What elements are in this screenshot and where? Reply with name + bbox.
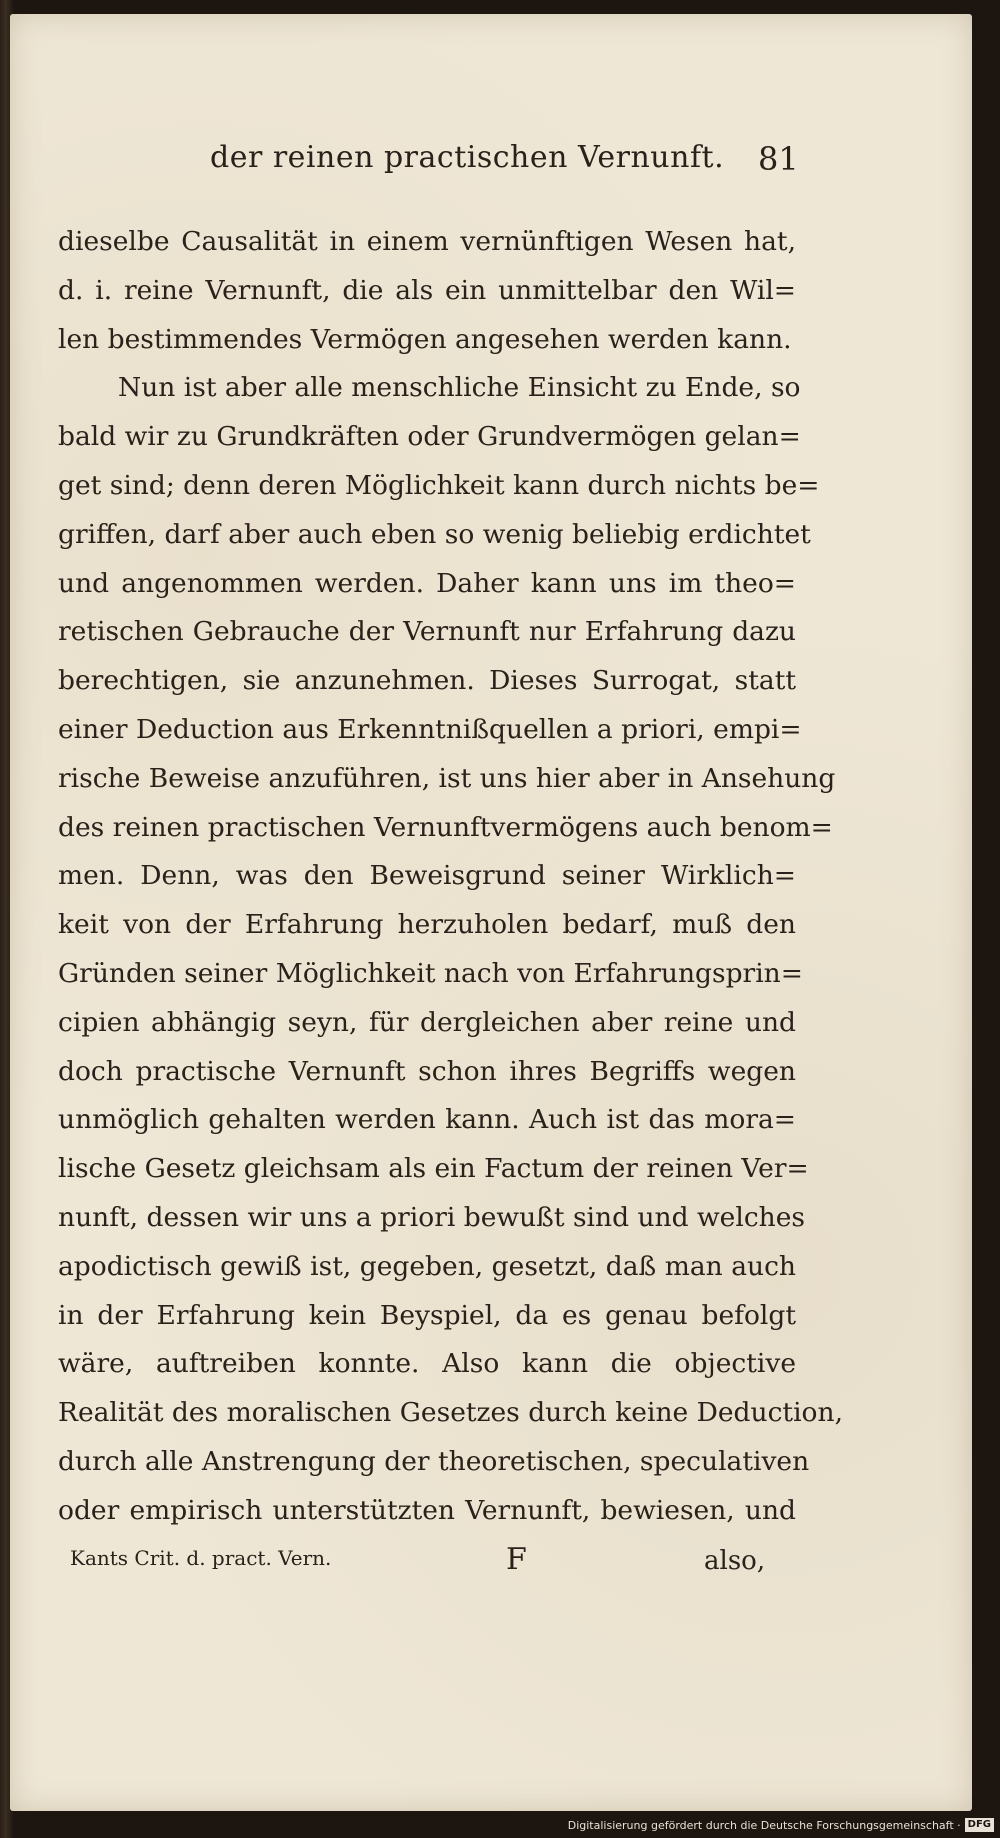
text-line: retischen Gebrauche der Vernunft nur Erfahrung dazu [58, 616, 796, 648]
catchword: also, [704, 1546, 766, 1576]
text-line: berechtigen, sie anzunehmen. Dieses Surrogat, statt [58, 665, 796, 697]
text-line: Nun ist aber alle menschliche Einsicht zu Ende, so [118, 372, 801, 404]
text-line: keit von der Erfahrung herzuholen bedarf, muß den [58, 909, 796, 941]
text-line: durch alle Anstrengung der theoretischen, speculativen [58, 1445, 810, 1477]
text-line: men. Denn, was den Beweisgrund seiner Wirklich= [58, 860, 796, 892]
text-line: unmöglich gehalten werden kann. Auch ist das mora= [58, 1104, 796, 1136]
text-line: oder empirisch unterstützten Vernunft, bewiesen, und [58, 1494, 796, 1526]
dfg-logo-icon: DFG [965, 1818, 994, 1832]
body-text [58, 218, 843, 1536]
text-line: wäre, auftreiben konnte. Also kann die objective [58, 1348, 796, 1380]
digitization-notice-text: Digitalisierung gefördert durch die Deutsche Forschungsgemeinschaft · [567, 1818, 961, 1832]
text-line: rische Beweise anzuführen, ist uns hier aber in Ansehung [58, 762, 836, 794]
text-line: einer Deduction aus Erkenntnißquellen a priori, empi= [58, 713, 802, 745]
sheet-signature: F [506, 1542, 527, 1577]
text-line: und angenommen werden. Daher kann uns im theo= [58, 567, 796, 599]
text-line: Realität des moralischen Gesetzes durch keine Deduction, [58, 1397, 843, 1429]
text-line: get sind; denn deren Möglichkeit kann durch nichts be= [58, 469, 820, 501]
text-line: cipien abhängig seyn, für dergleichen aber reine und [58, 1006, 796, 1038]
text-line: griffen, darf aber auch eben so wenig beliebig erdichtet [58, 518, 811, 550]
digitization-notice [568, 1816, 994, 1834]
page-number: 81 [758, 140, 799, 178]
text-line: des reinen practischen Vernunftvermögens auch benom= [58, 811, 833, 843]
bibliographic-signature: Kants Crit. d. pract. Vern. [70, 1546, 332, 1570]
text-line: in der Erfahrung kein Beyspiel, da es genau befolgt [58, 1299, 796, 1331]
text-line: Gründen seiner Möglichkeit nach von Erfahrungsprin= [58, 957, 803, 989]
running-head [10, 140, 972, 186]
text-line: len bestimmendes Vermögen angesehen werden kann. [58, 323, 792, 355]
text-line: d. i. reine Vernunft, die als ein unmittelbar den Wil= [58, 274, 796, 306]
page-footer [10, 1542, 972, 1586]
text-line: nunft, dessen wir uns a priori bewußt sind und welches [58, 1201, 806, 1233]
book-page [10, 14, 972, 1811]
text-line: apodictisch gewiß ist, gegeben, gesetzt, daß man auch [58, 1250, 796, 1282]
running-head-title: der reinen practischen Vernunft. [210, 140, 725, 175]
text-line: doch practische Vernunft schon ihres Begriffs wegen [58, 1055, 796, 1087]
text-line: lische Gesetz gleichsam als ein Factum der reinen Ver= [58, 1153, 809, 1185]
text-line: dieselbe Causalität in einem vernünftigen Wesen hat, [58, 226, 796, 257]
text-line: bald wir zu Grundkräften oder Grundvermögen gelan= [58, 421, 801, 453]
